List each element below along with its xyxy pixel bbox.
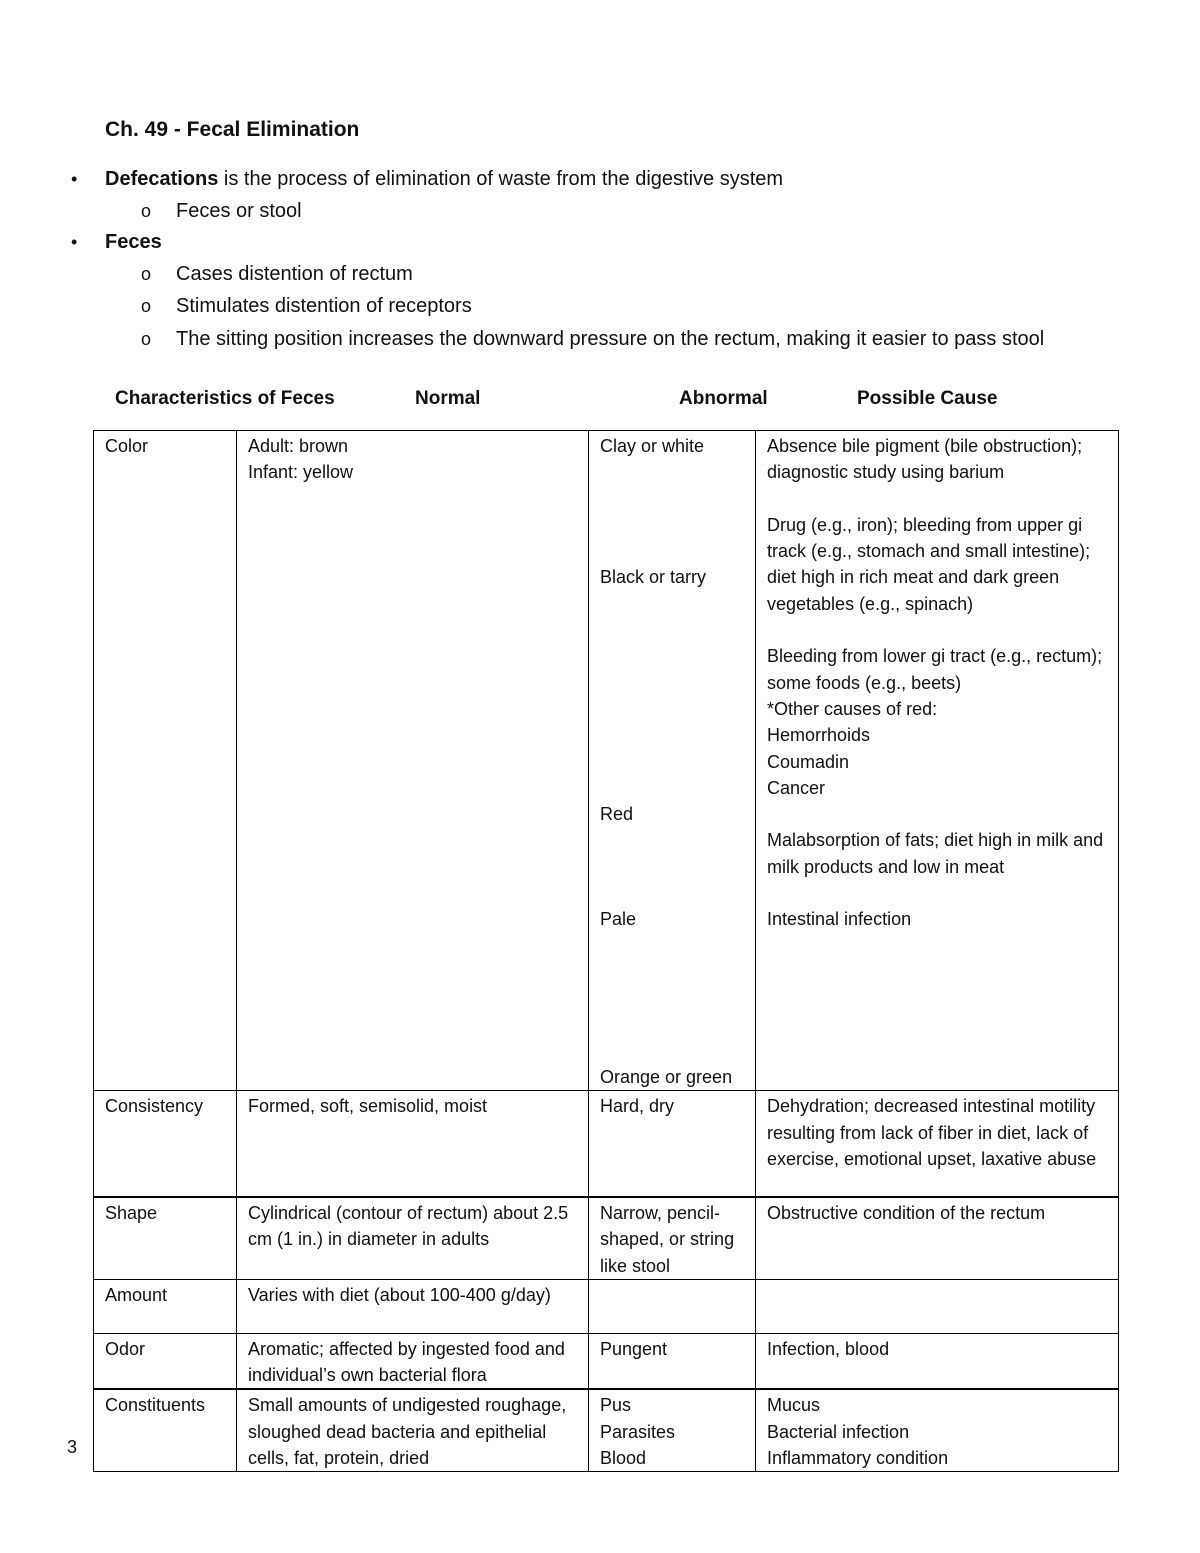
sub-bullet-text: Feces or stool [176,200,302,222]
bullet-text: is the process of elimination of waste from the digestive system [218,168,784,190]
cell-characteristic: Shape [94,1197,237,1279]
sub-bullet-icon: o [141,329,152,349]
sub-bullet-text: The sitting position increases the downward pressure on the rectum, making it easier to pass stool [176,328,1045,350]
sub-bullet [141,326,1045,352]
cell-normal: Aromatic; affected by ingested food and individual’s own bacterial flora [237,1333,589,1389]
header-normal: Normal [415,388,481,409]
cell-characteristic: Odor [94,1333,237,1389]
bullet-term: Feces [105,231,162,253]
cell-normal: Cylindrical (contour of rectum) about 2.5 cm (1 in.) in diameter in adults [237,1197,589,1279]
sub-bullet [141,261,413,287]
header-possible-cause: Possible Cause [857,388,998,409]
cell-characteristic: Color [94,431,237,1091]
feces-characteristics-table [93,430,1119,1472]
sub-bullet-text: Stimulates distention of receptors [176,295,472,317]
cell-characteristic: Consistency [94,1091,237,1197]
cell-normal: Formed, soft, semisolid, moist [237,1091,589,1197]
cell-abnormal: Pungent [589,1333,756,1389]
header-characteristics: Characteristics of Feces [115,388,335,409]
header-abnormal: Abnormal [679,388,768,409]
cell-normal: Small amounts of undigested roughage, sloughed dead bacteria and epithelial cells, fat, protein, dried [237,1389,589,1471]
table-row-amount [94,1279,1119,1333]
table-row-constituents [94,1389,1119,1471]
cell-abnormal: Pus Parasites Blood [589,1389,756,1471]
cell-possible-cause: Dehydration; decreased intestinal motility resulting from lack of fiber in diet, lack of exercise, emotional upset, laxative abuse [756,1091,1119,1197]
cell-abnormal: Hard, dry [589,1091,756,1197]
sub-bullet-icon: o [141,201,152,221]
table-row-shape [94,1197,1119,1279]
bullet-feces [71,229,162,255]
sub-bullet-icon: o [141,264,152,284]
bullet-icon: • [71,232,78,252]
sub-bullet [141,198,302,224]
sub-bullet-text: Cases distention of rectum [176,263,413,285]
table-row-odor [94,1333,1119,1389]
cell-possible-cause [756,1279,1119,1333]
sub-bullet-icon: o [141,296,152,316]
page-number: 3 [67,1437,78,1457]
bullet-term: Defecations [105,168,219,190]
cell-characteristic: Amount [94,1279,237,1333]
cell-possible-cause: Absence bile pigment (bile obstruction); diagnostic study using barium Drug (e.g., iron); bleeding from upper gi track (e.g., stomach and small intestine); diet high in rich meat and dark green vegetables (e.g., spinach) Bleeding from lower gi tract (e.g., rectum); some foods (e.g., beets) *Other causes of red: Hemorrhoids Coumadin Cancer Malabsorption of fats; diet high in milk and milk products and low in meat Intestinal infection [756,431,1119,1091]
bullet-defecations [71,166,784,192]
page-title: Ch. 49 - Fecal Elimination [105,118,360,141]
cell-possible-cause: Obstructive condition of the rectum [756,1197,1119,1279]
cell-characteristic: Constituents [94,1389,237,1471]
cell-normal: Varies with diet (about 100-400 g/day) [237,1279,589,1333]
table-row-color [94,431,1119,1091]
cell-possible-cause: Infection, blood [756,1333,1119,1389]
bullet-icon: • [71,169,78,189]
cell-normal: Adult: brown Infant: yellow [237,431,589,1091]
cell-abnormal: Narrow, pencil-shaped, or string like stool [589,1197,756,1279]
sub-bullet [141,293,472,319]
cell-possible-cause: Mucus Bacterial infection Inflammatory condition [756,1389,1119,1471]
cell-abnormal: Clay or white Black or tarry Red Pale Orange or green [589,431,756,1091]
table-row-consistency [94,1091,1119,1197]
cell-abnormal [589,1279,756,1333]
